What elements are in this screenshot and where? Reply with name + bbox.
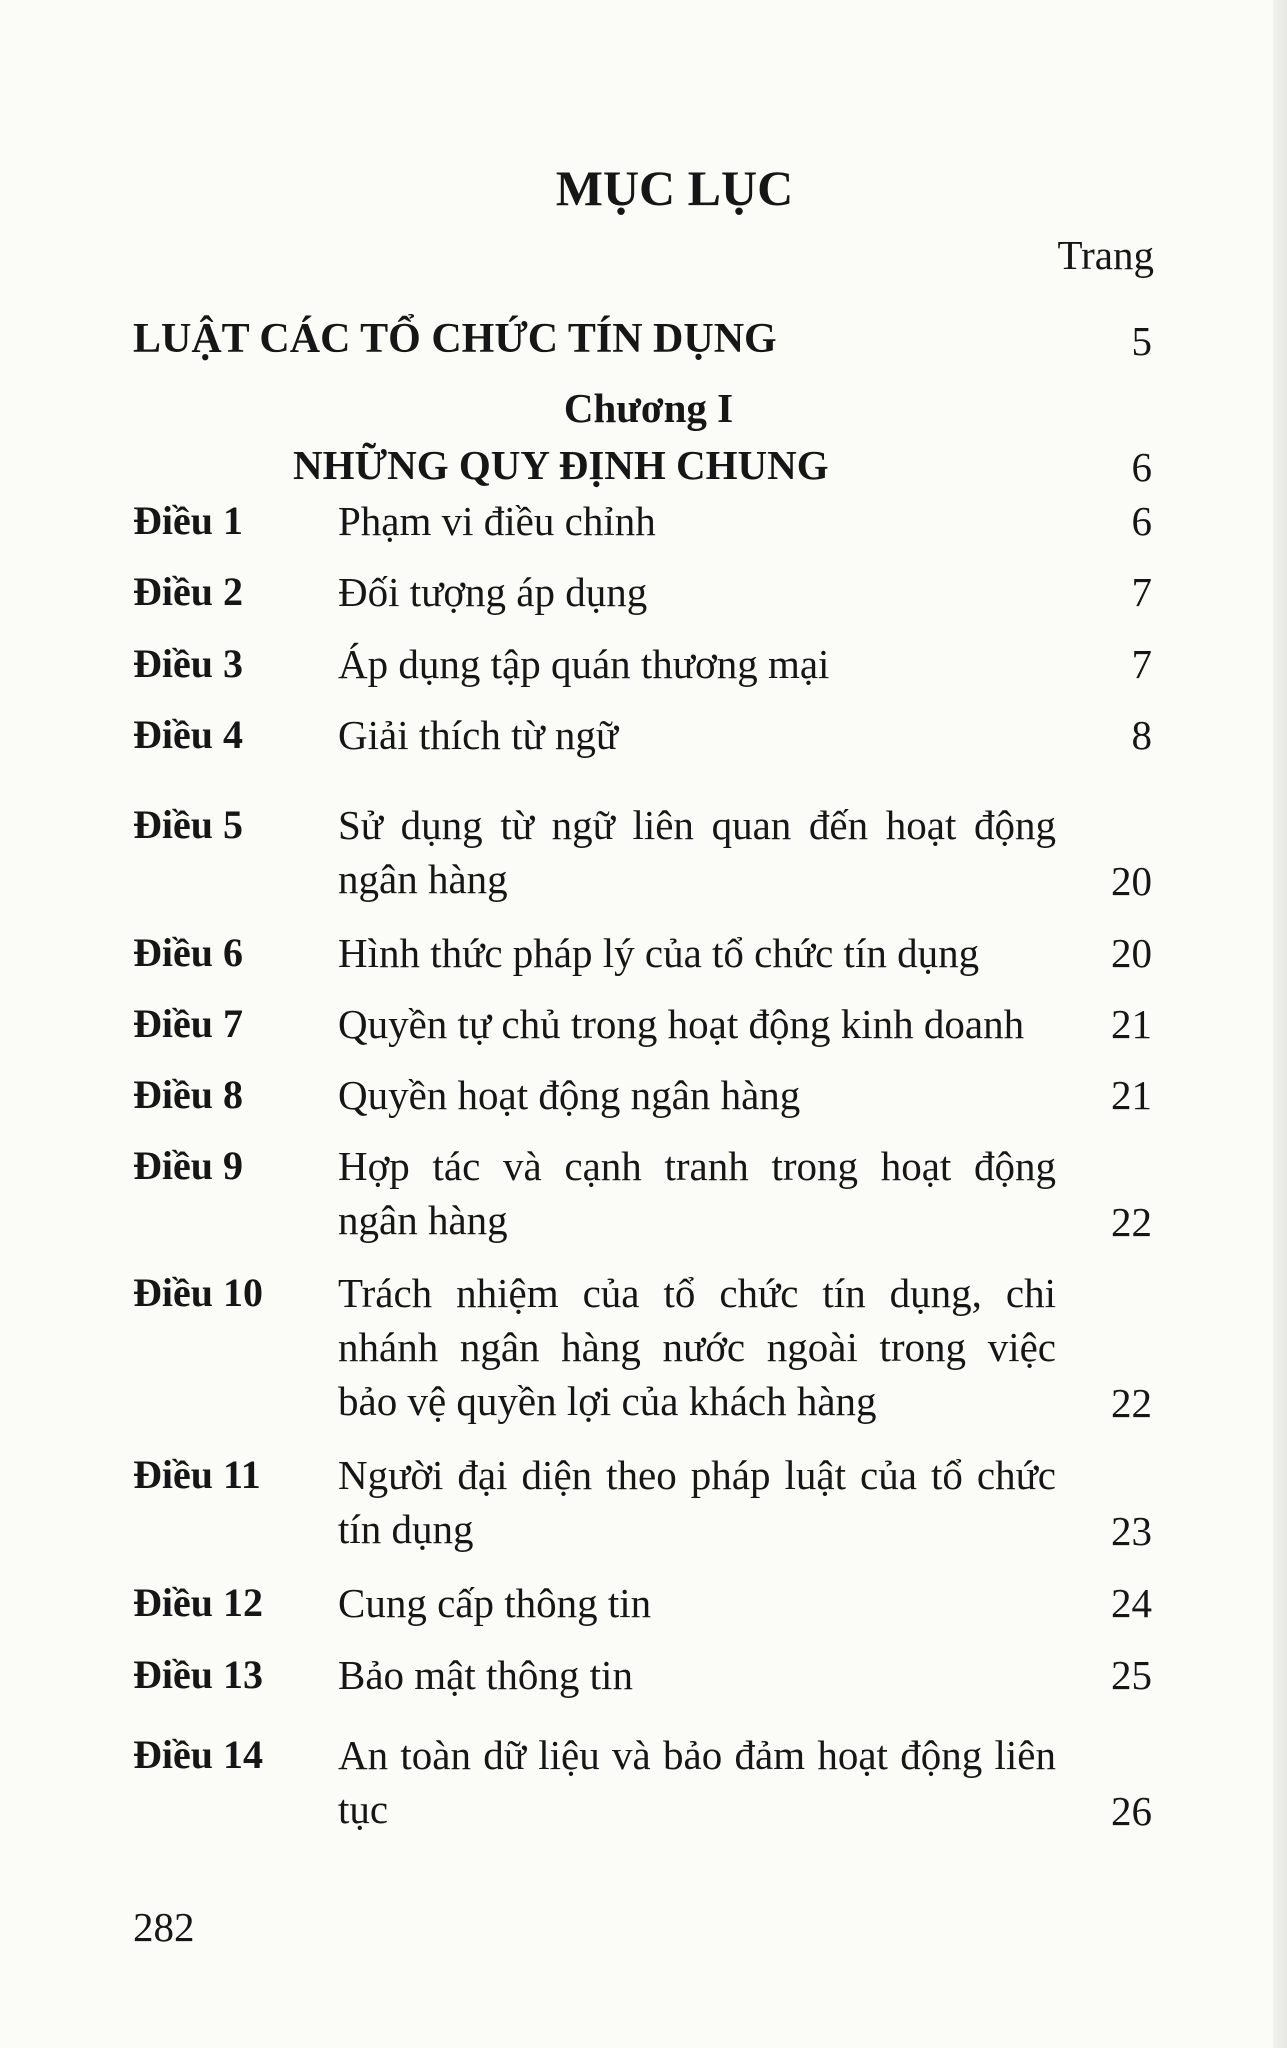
article-title: Quyền hoạt động ngân hàng [338,1072,801,1118]
article-page: 25 [1111,1652,1152,1698]
article-number: Điều 1 [133,498,243,543]
article-page: 21 [1111,1072,1152,1118]
article-page: 21 [1111,1001,1152,1047]
article-number: Điều 13 [133,1652,263,1697]
article-title: Trách nhiệm của tổ chức tín dụng, chi nhánh ngân hàng nước ngoài trong việc bảo vệ quyền lợi của khách hàng [338,1270,1056,1424]
article-title: Phạm vi điều chỉnh [338,498,656,544]
article-page: 20 [1111,858,1152,904]
article-number: Điều 9 [133,1143,243,1188]
chapter-title: NHỮNG QUY ĐỊNH CHUNG [293,442,829,488]
article-number: Điều 7 [133,1001,243,1046]
article-title: Đối tượng áp dụng [338,569,648,615]
article-title: Hợp tác và cạnh tranh trong hoạt động ngân hàng [338,1143,1056,1243]
article-title: An toàn dữ liệu và bảo đảm hoạt động liên tục [338,1732,1056,1832]
article-number: Điều 10 [133,1270,263,1315]
article-title: Bảo mật thông tin [338,1652,633,1698]
law-title: LUẬT CÁC TỔ CHỨC TÍN DỤNG [133,316,777,362]
article-page: 8 [1131,712,1152,758]
article-number: Điều 11 [133,1452,261,1497]
article-number: Điều 5 [133,802,243,847]
page-edge-shadow [1273,0,1287,2048]
page-column-label: Trang [1057,232,1154,278]
chapter-page-number: 6 [1131,444,1152,490]
article-page: 7 [1131,569,1152,615]
article-page: 23 [1111,1508,1152,1554]
chapter-label: Chương I [563,385,734,431]
article-page: 6 [1131,498,1152,544]
article-page: 26 [1111,1788,1152,1834]
article-page: 7 [1131,641,1152,687]
law-page-number: 5 [1131,318,1152,364]
article-title: Hình thức pháp lý của tổ chức tín dụng [338,930,980,976]
article-number: Điều 8 [133,1072,243,1117]
article-page: 24 [1111,1580,1152,1626]
article-number: Điều 2 [133,569,243,614]
page-number: 282 [133,1904,195,1950]
toc-heading: MỤC LỤC [555,160,794,216]
article-title: Người đại diện theo pháp luật của tổ chức tín dụng [338,1452,1056,1552]
article-title: Giải thích từ ngữ [338,712,619,758]
article-number: Điều 14 [133,1732,263,1777]
article-title: Cung cấp thông tin [338,1580,652,1626]
article-page: 20 [1111,930,1152,976]
article-number: Điều 12 [133,1580,263,1625]
article-page: 22 [1111,1380,1152,1426]
article-number: Điều 3 [133,641,243,686]
article-number: Điều 4 [133,712,243,757]
article-title: Sử dụng từ ngữ liên quan đến hoạt động ngân hàng [338,802,1056,902]
article-number: Điều 6 [133,930,243,975]
article-title: Áp dụng tập quán thương mại [338,641,830,687]
article-page: 22 [1111,1199,1152,1245]
article-title: Quyền tự chủ trong hoạt động kinh doanh [338,1001,1025,1047]
